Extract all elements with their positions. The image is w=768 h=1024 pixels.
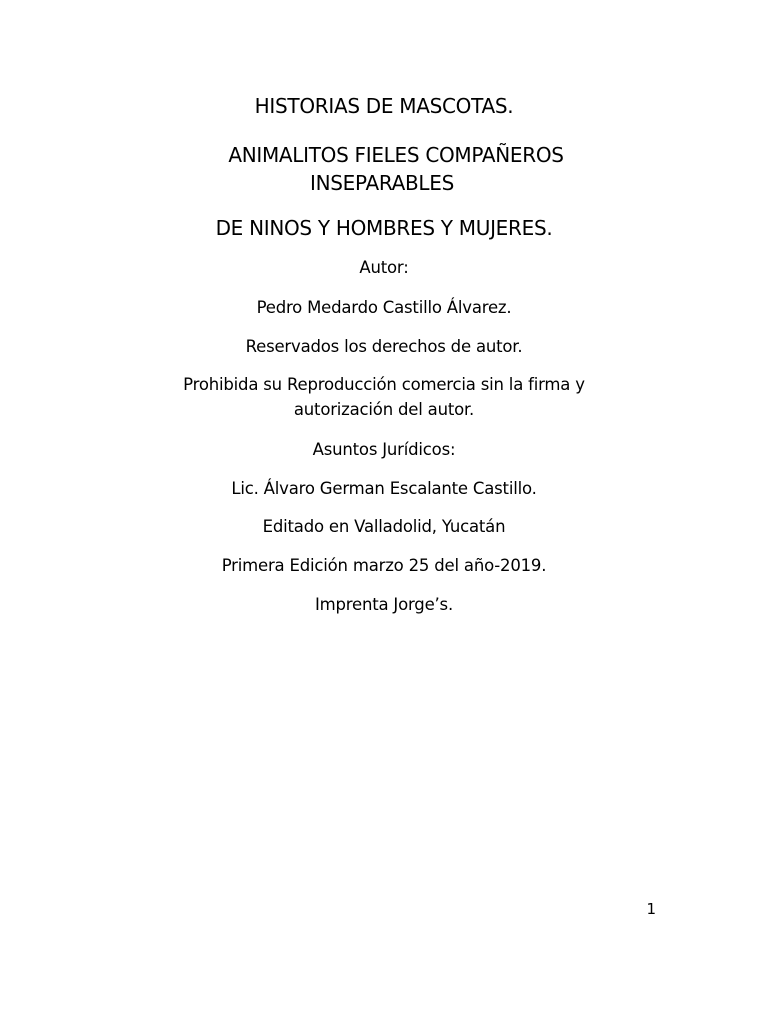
prohibition-line-2: autorización del autor. — [293, 400, 475, 419]
title-line-3: INSEPARABLES — [309, 171, 455, 195]
title-line-4: DE NINOS Y HOMBRES Y MUJERES. — [215, 216, 553, 240]
edition-date: Primera Edición marzo 25 del año-2019. — [221, 556, 547, 575]
printer-name: Imprenta Jorge’s. — [314, 595, 454, 614]
prohibition-line-1: Prohibida su Reproducción comercia sin la firma y — [183, 375, 585, 394]
title-line-1: HISTORIAS DE MASCOTAS. — [254, 94, 514, 118]
author-label: Autor: — [359, 258, 409, 277]
legal-label: Asuntos Jurídicos: — [312, 440, 456, 459]
author-name: Pedro Medardo Castillo Álvarez. — [256, 298, 512, 317]
edited-in: Editado en Valladolid, Yucatán — [262, 517, 506, 536]
rights-notice: Reservados los derechos de autor. — [245, 337, 523, 356]
page-number: 1 — [646, 900, 656, 918]
title-line-2: ANIMALITOS FIELES COMPAÑEROS — [228, 143, 564, 167]
legal-name: Lic. Álvaro German Escalante Castillo. — [231, 479, 537, 498]
